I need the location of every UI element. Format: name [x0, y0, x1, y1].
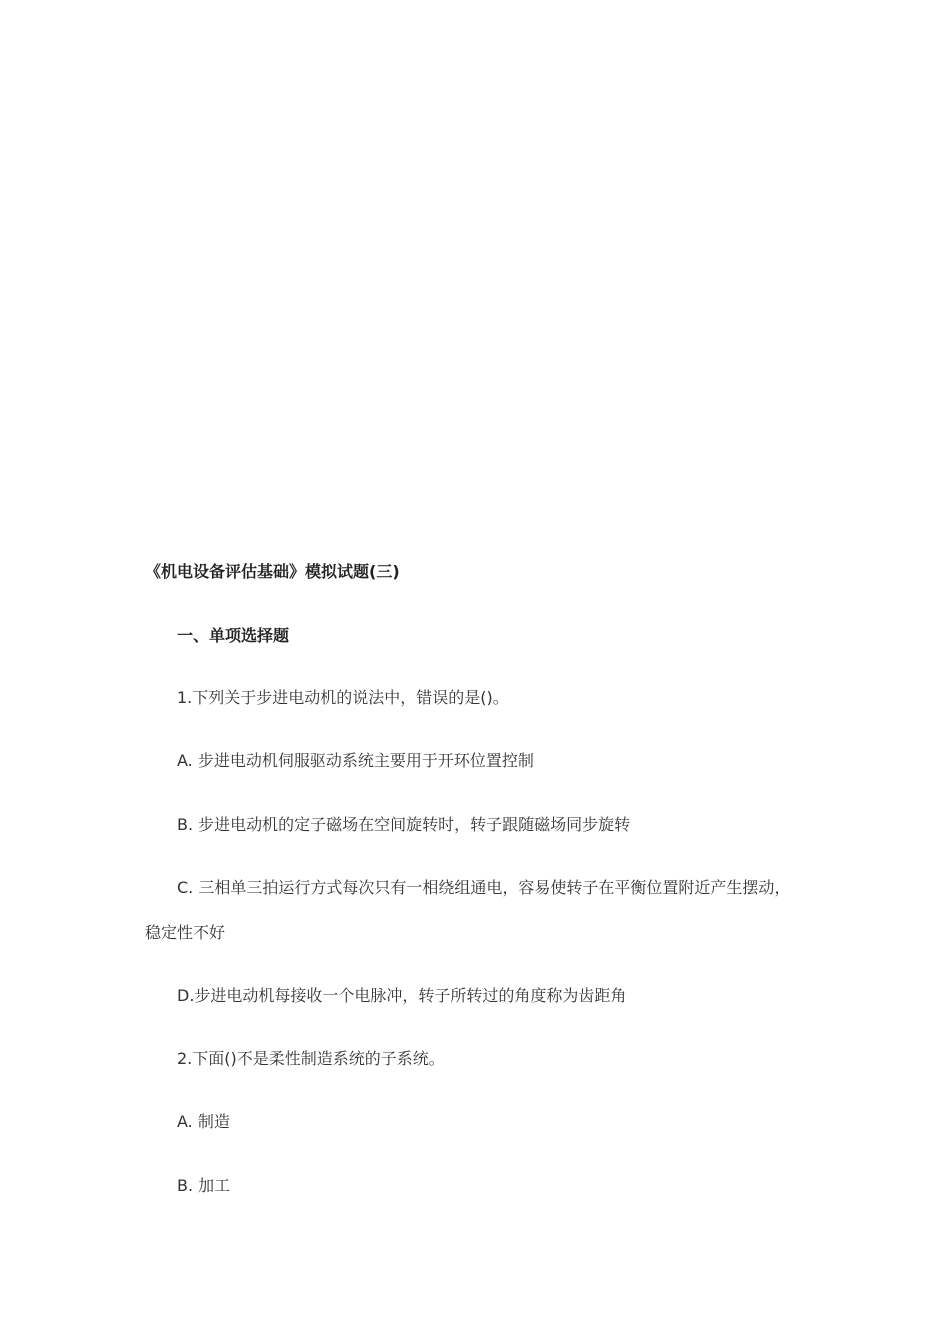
question-2-option-a: A. 制造 [177, 1112, 230, 1131]
question-1-option-c-continuation: 稳定性不好 [145, 923, 226, 942]
document-title: 《机电设备评估基础》模拟试题(三) [145, 562, 400, 581]
question-1-stem: 1.下列关于步进电动机的说法中，错误的是()。 [177, 688, 509, 707]
question-1-option-d: D.步进电动机每接收一个电脉冲，转子所转过的角度称为齿距角 [177, 986, 627, 1005]
question-1-option-c: C. 三相单三拍运行方式每次只有一相绕组通电，容易使转子在平衡位置附近产生摆动， [177, 878, 791, 897]
question-2-stem: 2.下面()不是柔性制造系统的子系统。 [177, 1049, 445, 1068]
section-heading: 一、单项选择题 [177, 626, 290, 645]
question-2-option-b: B. 加工 [177, 1176, 231, 1195]
question-1-option-a: A. 步进电动机伺服驱动系统主要用于开环位置控制 [177, 751, 534, 770]
question-1-option-b: B. 步进电动机的定子磁场在空间旋转时，转子跟随磁场同步旋转 [177, 815, 631, 834]
